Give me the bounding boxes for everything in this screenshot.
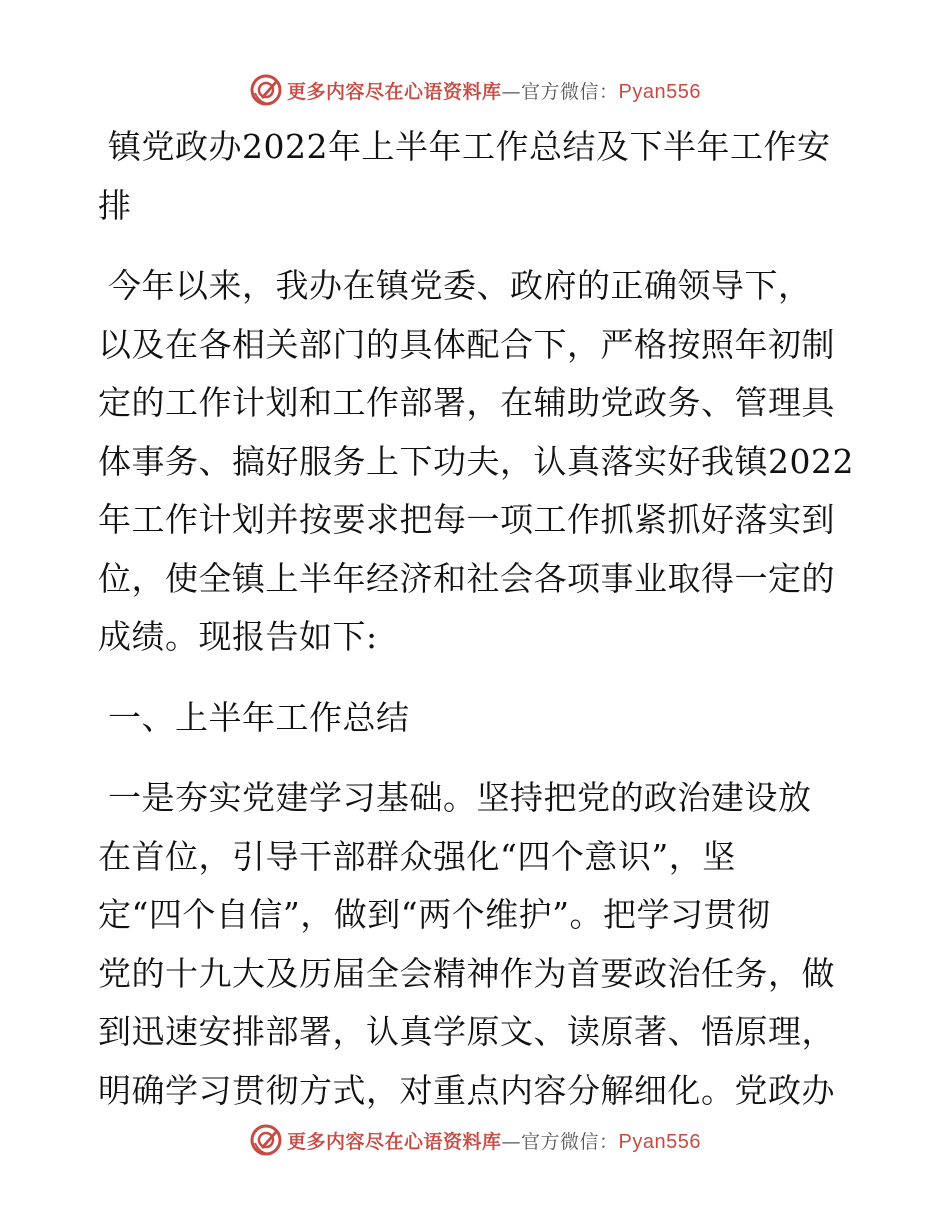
logo-icon — [249, 73, 283, 107]
para1-line-6: 明确学习贯彻方式，对重点内容分解细化。党政办 — [98, 1070, 835, 1110]
intro-line-2: 以及在各相关部门的具体配合下，严格按照年初制 — [98, 324, 835, 364]
header-watermark-banner — [0, 72, 950, 108]
title-line-2: 排 — [98, 185, 132, 225]
para1-line-4: 党的十九大及历届全会精神作为首要政治任务，做 — [98, 953, 835, 993]
banner-cn-text: 更多内容尽在心语资料库 — [287, 80, 502, 103]
intro-line-4: 体事务、搞好服务上下功夫，认真落实好我镇2022 — [98, 441, 854, 481]
section-heading: 一、上半年工作总结 — [108, 697, 410, 737]
para1-line-1: 一是夯实党建学习基础。坚持把党的政治建设放 — [108, 778, 812, 817]
banner-separator: —官方微信： — [501, 80, 619, 103]
intro-line-1: 今年以来，我办在镇党委、政府的正确领导下， — [108, 266, 812, 305]
intro-line-6: 位，使全镇上半年经济和社会各项事业取得一定的 — [98, 558, 835, 598]
para1-line-5: 到迅速安排部署，认真学原文、读原著、悟原理， — [98, 1012, 835, 1051]
intro-line-3: 定的工作计划和工作部署，在辅助党政务、管理具 — [98, 383, 835, 422]
footer-watermark-banner — [0, 1122, 950, 1158]
logo-icon — [249, 1123, 283, 1157]
banner-wechat-id: Pyan556 — [618, 1130, 701, 1153]
banner-text — [287, 1127, 701, 1154]
banner-wechat-id: Pyan556 — [618, 80, 701, 103]
banner-separator: —官方微信： — [501, 1130, 619, 1153]
para1-line-3: 定“四个自信”，做到“两个维护”。把学习贯彻 — [98, 895, 771, 934]
banner-cn-text: 更多内容尽在心语资料库 — [287, 1130, 502, 1153]
title-line-1: 镇党政办2022年上半年工作总结及下半年工作安 — [108, 127, 831, 166]
para1-line-2: 在首位，引导干部群众强化“四个意识”，坚 — [98, 836, 736, 876]
banner-text — [287, 77, 701, 104]
document-body — [98, 118, 858, 1120]
intro-line-7: 成绩。现报告如下: — [98, 617, 378, 656]
intro-line-5: 年工作计划并按要求把每一项工作抓紧抓好落实到 — [98, 500, 835, 539]
